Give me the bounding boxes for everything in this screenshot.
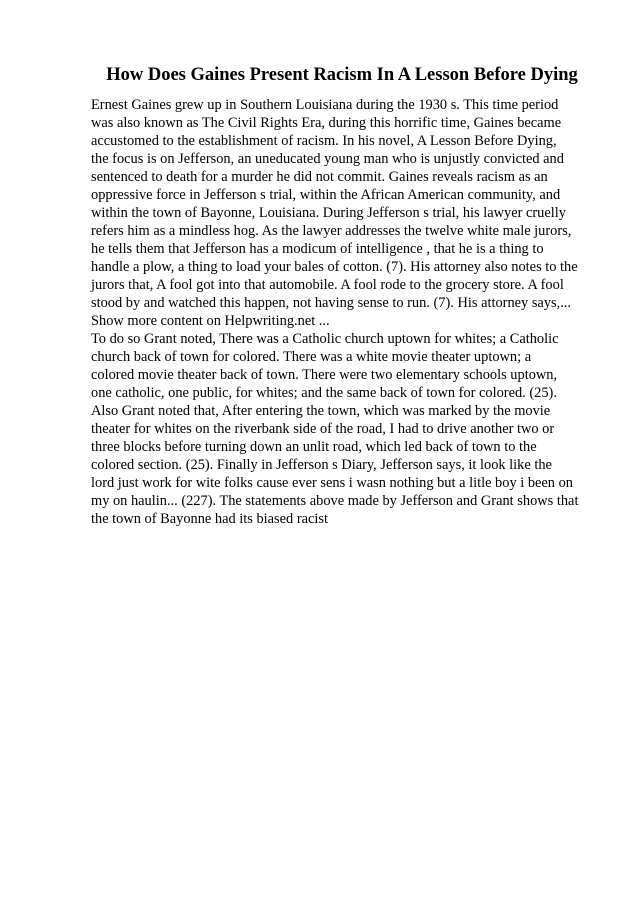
body-line: Also Grant noted that, After entering the town, which was marked by the movie [91, 403, 551, 419]
body-line: was also known as The Civil Rights Era, during this horrific time, Gaines became [91, 115, 562, 131]
body-line: colored section. (25). Finally in Jefferson s Diary, Jefferson says, it look like the [91, 457, 552, 473]
body-line: sentenced to death for a murder he did not commit. Gaines reveals racism as an [91, 169, 548, 185]
body-line: oppressive force in Jefferson s trial, within the African American community, and [91, 187, 561, 203]
body-line: lord just work for wite folks cause ever sens i wasn nothing but a litle boy i been on [91, 475, 573, 491]
body-line: refers him as a mindless hog. As the lawyer addresses the twelve white male jurors, [91, 223, 572, 239]
body-line: church back of town for colored. There was a white movie theater uptown; a [91, 349, 532, 365]
document-title: How Does Gaines Present Racism In A Lesson Before Dying [106, 65, 578, 85]
body-line: To do so Grant noted, There was a Catholic church uptown for whites; a Catholic [91, 331, 559, 347]
show-more-link[interactable]: Show more content on Helpwriting.net ... [91, 313, 330, 329]
body-line: three blocks before turning down an unlit road, which led back of town to the [91, 439, 537, 455]
body-line: handle a plow, a thing to load your bales of cotton. (7). His attorney also notes to the [91, 259, 578, 275]
body-line: my on haulin... (227). The statements above made by Jefferson and Grant shows that [91, 493, 579, 509]
body-line: jurors that, A fool got into that automobile. A fool rode to the grocery store. A fool [91, 277, 564, 293]
body-line: Ernest Gaines grew up in Southern Louisiana during the 1930 s. This time period [91, 97, 559, 113]
body-line: accustomed to the establishment of racism. In his novel, A Lesson Before Dying, [91, 133, 557, 149]
document-body [91, 96, 601, 528]
body-line: he tells them that Jefferson has a modicum of intelligence , that he is a thing to [91, 241, 544, 257]
body-line: within the town of Bayonne, Louisiana. During Jefferson s trial, his lawyer cruelly [91, 205, 566, 221]
body-line: one catholic, one public, for whites; and the same back of town for colored. (25). [91, 385, 557, 401]
body-line: the town of Bayonne had its biased racist [91, 511, 328, 527]
body-line: stood by and watched this happen, not having sense to run. (7). His attorney says,... [91, 295, 571, 311]
body-line: colored movie theater back of town. There were two elementary schools uptown, [91, 367, 558, 383]
body-line: theater for whites on the riverbank side of the road, I had to drive another two or [91, 421, 555, 437]
body-line: the focus is on Jefferson, an uneducated young man who is unjustly convicted and [91, 151, 564, 167]
